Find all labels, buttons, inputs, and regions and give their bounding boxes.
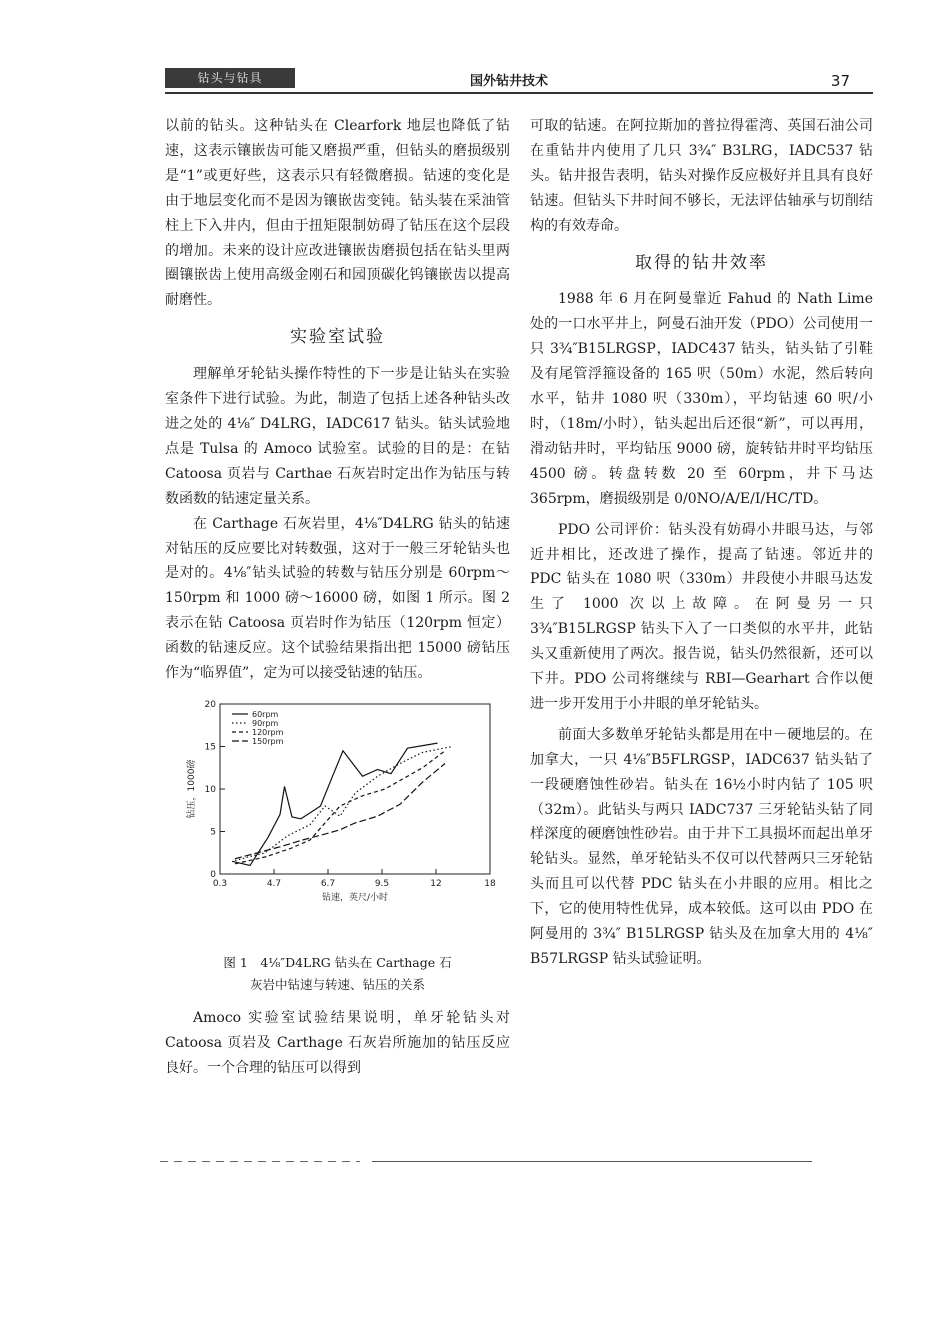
figure-caption — [165, 952, 510, 996]
x-tick-label: 18 — [484, 878, 496, 889]
y-tick-label: 0 — [210, 869, 216, 880]
right-column — [530, 114, 873, 972]
paragraph: PDO 公司评价：钻头没有妨碍小井眼马达，与邻近井相比，还改进了操作，提高了钻速。邻近井的 PDC 钻头在 1080 呎（330m）井段使小井眼马达发生了 1000 次以上故障。在阿曼另一只 3¾″B15LRGSP 钻头下入了一口类似的水平井，此钻头又重新使用了两次。报告说，钻头仍然很新，还可以下井。PDO 公司将继续与 RBI—Gearhart 合作以便进一步开发用于小井眼的单牙轮钻头。 — [530, 521, 873, 712]
bottom-rule — [372, 1161, 812, 1162]
x-axis-label: 钻速，英尺/小时 — [321, 892, 389, 903]
paragraph: 以前的钻头。这种钻头在 Clearfork 地层也降低了钻速，这表示镶嵌齿可能又磨损严重，但钻头的磨损级别是“1”或更好些，这表示只有轻微磨损。钻速的变化是由于地层变化而不是因为镶嵌齿变钝。钻头装在采油管柱上下入井内，但由于扭矩限制妨碍了钻压在这个层段的增加。未来的设计应改进镶嵌齿磨损包括在钻头里两圈镶嵌齿上使用高级金刚石和园顶碳化钨镶嵌齿以提高耐磨性。 — [165, 118, 510, 309]
paragraph: 可取的钻速。在阿拉斯加的普拉得霍湾、英国石油公司在重钻井内使用了几只 3¾″ B3LRG，IADC537 钻头。钻井报告表明，钻头对操作反应极好并且具有良好钻速。但钻头下井时间不够长，无法评估轴承与切削结构的有效寿命。 — [530, 118, 873, 234]
series-line-150rpm — [235, 763, 445, 858]
paragraph: 1988 年 6 月在阿曼靠近 Fahud 的 Nath Lime 处的一口水平井上，阿曼石油开发（PDO）公司使用一只 3¾″B15LRGSP，IADC437 钻头，钻头钻了引鞋及有尾管浮箍设备的 165 呎（50m）水泥，然后转向水平，钻井 1080 呎（330m），平均钻速 60 呎/小时，（18m/小时），钻头起出后还很“新”，可以再用，滑动钻井时，平均钻压 9000 磅，旋转钻井时平均钻压 4500 磅。转盘转数 20 至 60rpm，井下马达 365rpm，磨损级别是 0/0NO/A/E/I/HC/TD。 — [530, 291, 873, 507]
paragraph: 理解单牙轮钻头操作特性的下一步是让钻头在实验室条件下进行试验。为此，制造了包括上述各种钻头改进之处的 4⅛″ D4LRG，IADC617 钻头。钻头试验地点是 Tulsa 的 Amoco 试验室。试验的目的是：在钻 Catoosa 页岩与 Carthae 石灰岩时定出作为钻压与转数函数的钻速定量关系。 — [165, 366, 510, 507]
page-number: 37 — [830, 72, 850, 90]
paragraph: 在 Carthage 石灰岩里，4⅛″D4LRG 钻头的钻速对钻压的反应要比对转数强，这对于一般三牙轮钻头也是对的。4⅛″钻头试验的转数与钻压分别是 60rpm～150rpm 和 1000 磅～16000 磅，如图 1 所示。图 2 表示在钻 Catoosa 页岩时作为钻压（120rpm 恒定）函数的钻速反应。这个试验结果指出把 15000 磅钻压作为“临界值”，定为可以接受钻速的钻压。 — [165, 515, 510, 682]
x-tick-label: 12 — [430, 878, 442, 889]
caption-line: 灰岩中钻速与转速、钻压的关系 — [249, 976, 425, 992]
y-tick-label: 20 — [204, 699, 216, 710]
y-tick-label: 5 — [210, 827, 216, 838]
legend-label: 90rpm — [252, 718, 279, 728]
header-rule — [165, 92, 873, 94]
y-tick-label: 10 — [204, 784, 216, 795]
paragraph: Amoco 实验室试验结果说明，单牙轮钻头对 Catoosa 页岩及 Carthage 石灰岩所施加的钻压反应良好。一个合理的钻压可以得到 — [165, 1009, 510, 1076]
legend-label: 60rpm — [252, 709, 279, 719]
x-tick-label: 6.7 — [320, 878, 336, 889]
legend-label: 120rpm — [252, 727, 284, 737]
paragraph: 前面大多数单牙轮钻头都是用在中－硬地层的。在加拿大，一只 4⅛″B5FLRGSP，IADC637 钻头钻了一段硬磨蚀性砂岩。钻头在 16½小时内钻了 105 呎（32m）。此钻头与两只 IADC737 三牙轮钻头钻了同样深度的硬磨蚀性砂岩。由于井下工具损坏而起出单牙轮钻头。显然，单牙轮钻头不仅可以代替两只三牙轮钻头而且可以代替 PDC 钻头在小井眼的应用。相比之下，它的使用特性优异，成本较低。这可以由 PDO 在阿曼用的 3¾″ B15LRGSP 钻头及在加拿大用的 4⅛″ B57LRGSP 钻头试验证明。 — [530, 726, 873, 967]
section-title-efficiency: 取得的钻井效率 — [635, 252, 768, 273]
x-tick-label: 4.7 — [266, 878, 282, 889]
x-tick-label: 9.5 — [374, 878, 390, 889]
series-line-60rpm — [232, 743, 438, 865]
caption-line: 图 1 4⅛″D4LRG 钻头在 Carthage 石 — [223, 954, 452, 970]
journal-title: 国外钻井技术 — [470, 74, 549, 89]
y-axis-label: 钻压，1000磅 — [187, 759, 197, 819]
figure-1 — [165, 692, 505, 942]
chart-svg — [165, 692, 505, 942]
series-line-120rpm — [235, 751, 445, 864]
y-tick-label: 15 — [204, 742, 216, 753]
section-tag: 钻头与钻具 — [165, 68, 295, 88]
page-header — [165, 66, 870, 88]
legend-label: 150rpm — [252, 736, 284, 746]
section-title-lab: 实验室试验 — [290, 327, 385, 348]
x-tick-label: 0.3 — [212, 878, 228, 889]
series-line-90rpm — [235, 746, 453, 860]
bottom-rule-dashed — [160, 1161, 360, 1162]
left-column — [165, 114, 510, 1081]
